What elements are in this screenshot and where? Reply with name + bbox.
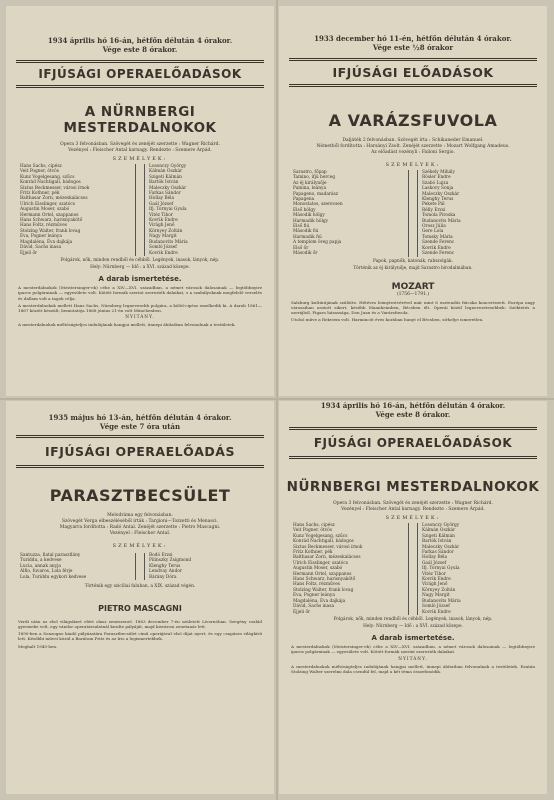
cast-role: Veit Pogner, ötvös: [293, 528, 332, 534]
cast-role: Második hölgy: [293, 213, 325, 219]
end-line: Vége este ½8 órakor: [372, 43, 454, 52]
rule: [289, 84, 537, 87]
cast-singer: Orosz Júlia: [422, 224, 446, 230]
rule: [289, 456, 537, 459]
date-line: 1933 december hó 11-én, hétfőn délután 4 órakor.: [314, 34, 512, 43]
cast-singer: Maleczky Oszkár: [422, 191, 460, 197]
cast-role: Hans Foltz, rézműves: [293, 582, 340, 588]
program-nurnberg-1934-bottom: [279, 401, 547, 794]
cast-role: Hans Sachs, cipész: [20, 164, 62, 169]
date-line: 1934 április hó 16-án, hétfőn délután 4 órakor.: [320, 401, 506, 410]
cast-singer: Laskovy Sonja: [422, 186, 454, 192]
credits: Az előadást vezényli : Failoni Sergio.: [371, 150, 455, 155]
cast-singer: Gaál József: [149, 201, 174, 207]
cast-role: Hermann Ortel, szappanos: [20, 212, 79, 218]
cast-heading: SZEMÉLYEK:: [385, 515, 441, 521]
composer-heading: MOZART: [391, 281, 435, 292]
paragraph: Meghalt 1945-ben.: [18, 643, 58, 649]
opera-title: A NÜRNBERGI MESTERDALNOKOK: [63, 104, 217, 136]
overture-heading: NYITÁNY.: [125, 315, 155, 321]
rule: [16, 435, 264, 438]
cast-footnote: Hely: Nürnberg — Idő : a XVI. század közepe.: [90, 265, 190, 271]
opera-title: A VARÁZSFUVOLA: [328, 111, 498, 130]
cast-role: Harmadik hölgy: [293, 218, 329, 224]
cast-singer: Lendvay Andor: [149, 569, 182, 575]
paragraph: Salzburg kultúrájának szülötte. Hétéves leánytestvérével már mint 6 esztendős fiúcska koncertezett. Európa nagy városaiban aratott sikert, később Mannheimben, Bécsben élt. Operái közül legnevezetesebbek: Szöktetés a szerájból, Figaro házassága, Don Juan és a Varázsfuvola.: [291, 299, 535, 316]
cast-list: [293, 523, 533, 615]
cast-singer: Farkas Sándor: [422, 550, 454, 556]
cast-singer: Virágh Jenő: [422, 582, 448, 588]
cast-singer: Szigeti Kálmán: [149, 174, 182, 180]
paragraph: A mesterdalnokok (Meistersinger-ek) céhe a XIV—XVI. században, a német városok dalosainak — legtöbbnyire iparos polgárainak — egyesülete volt. Kötött formák szerint szerezték dalaikat, s a szabályoknak megfelelő verselés és dallam volt a tagok célja.: [18, 284, 262, 301]
cast-role: Második fiú: [293, 229, 319, 235]
cast-singer: Vitéz Tibor: [422, 571, 446, 577]
composer-heading: PIETRO MASCAGNI: [98, 603, 182, 613]
cast-list: [20, 553, 260, 580]
cast-singer: Nagy Margit: [422, 593, 450, 599]
program-nurnberg-1934-top: [6, 6, 274, 396]
cast-singer: Kovrik Endre: [149, 250, 178, 256]
overture-heading: NYITÁNY.: [398, 656, 428, 662]
rule: [16, 85, 264, 88]
series-title: IFJÚSÁGI OPERAELŐADÁS: [45, 444, 235, 459]
cast-role: Turiddu, a kedvese: [20, 558, 62, 564]
cast-singer: Pilinszky Zsigmond: [149, 558, 192, 564]
cast-role: A templom öreg papja: [293, 240, 342, 246]
cast-singer: Kovrik Endre: [422, 577, 451, 583]
date-line: 1934 április hó 16-án, hétfőn délután 4 órakor.: [47, 36, 233, 45]
cast-role: Santuzza, fiatal parasztlány: [20, 553, 81, 558]
cast-singer: Pekete Pál: [422, 202, 445, 208]
cast-role: Pamina, leánya: [293, 186, 327, 192]
paragraph: A mesterdalnokok méltóságteljes indulójának hangjai mellett, ünnepi áhítatban felvonulnak a testületek. Ezután Stolzing Walter szerelmi dala csendül fel, majd a két téma összefonódik.: [291, 663, 535, 674]
program-varazsfuvola-1933: [279, 6, 547, 396]
cast-singer: Klenghy Terus: [149, 563, 181, 569]
cast-role: Éva, Pogner leánya: [20, 234, 62, 240]
cast-role: Stolzing Walter, frank lovag: [20, 228, 81, 234]
cast-role: Az éj királynője: [293, 180, 327, 186]
cast-singer: Somló József: [149, 245, 177, 251]
cast-singer: Kovrik Endre: [422, 245, 451, 251]
cast-role: Hans Schwarz, harisnyakötő: [20, 218, 83, 224]
opera-title: NÜRNBERGI MESTERDALNOKOK: [286, 479, 540, 495]
cast-singer: Tomola Piroska: [422, 213, 456, 219]
cast-singer: Székely Mihály: [422, 170, 455, 175]
cast-role: Papageno, madarász: [293, 191, 338, 197]
cast-role: Fritz Kothner, pék: [20, 191, 60, 197]
cast-role: Tamino, ifjú herceg: [293, 175, 336, 181]
cast-role: Kunz Vogelgesang, szűcs: [20, 174, 75, 180]
cast-role: Alfio, fuvaros, Lola férje: [20, 569, 73, 575]
cast-singer: Bartók István: [422, 539, 452, 545]
cast-footnote: Papok, papnők, katonák, rabszolgák.: [373, 258, 453, 264]
cast-role: Hermann Ortel, szappanos: [293, 571, 352, 577]
rule: [16, 465, 264, 468]
cast-list: [293, 170, 533, 257]
cast-role: Augustin Moser, szabó: [293, 566, 343, 572]
date-line: 1935 május hó 13-án, hétfőn délután 4 órakor.: [48, 413, 232, 422]
cast-role: Balthasar Zorn, mézeskalácsos: [20, 196, 88, 202]
cast-role: Éjjeli őr: [293, 609, 311, 615]
paragraph: 1890-ben a Sonzogno kiadó pályázatára Parasztbecsület című operájával első díjat nyert, és egy csapásra világhírű lett. Későbbi művei közül a Barátom Fritz és az Iris a legismertebbek.: [18, 631, 262, 642]
cast-singer: Szabó Lujza: [422, 180, 449, 186]
cast-singer: Kovrik Endre: [149, 218, 178, 224]
cast-role: Első hölgy: [293, 207, 316, 213]
cast-singer: Budanovits Mária: [422, 598, 461, 604]
cast-singer: Budanovits Mária: [149, 239, 188, 245]
cast-singer: Szende Ferenc: [422, 251, 455, 257]
credits: Németből fordította : Harsányi Zsolt. Zenéjét szerzette : Mozart Wolfgang Amadeus.: [316, 144, 510, 149]
cast-singer: Maleczky Oszkár: [422, 544, 460, 550]
paragraph: A mesterdalnokok méltóságteljes indulójának hangjai mellett, ünnepi áhítatban felvonulnak a testületek.: [18, 322, 236, 328]
cast-singer: Tomsky Mária: [422, 234, 453, 240]
cast-singer: Maleczky Oszkár: [149, 185, 187, 191]
cast-singer: Bartók István: [149, 180, 179, 186]
credits: Opera 3 felvonásban. Szövegét és zenéjét szerzette : Wagner Richárd.: [60, 142, 220, 147]
rule: [289, 427, 537, 430]
cast-singer: Virágh Jenő: [149, 223, 175, 229]
cast-role: Második őr: [293, 251, 318, 257]
cast-role: Sixtus Beckmesser, városi írnok: [293, 544, 363, 550]
credits: Vezényel : Fleischer Antal.: [109, 531, 171, 536]
cast-role: Fritz Kothner, pék: [293, 550, 333, 556]
cast-singer: Hollay Béla: [149, 196, 175, 202]
cast-singer: Farkas Sándor: [149, 191, 181, 197]
cast-singer: Kálmán Oszkár: [149, 169, 183, 175]
credits: Opera 3 felvonásban. Szövegét és zenéjét szerzette : Wagner Richárd.: [333, 501, 493, 506]
rule: [289, 58, 537, 61]
cast-singer: Gere Lola: [422, 229, 444, 235]
credits: Vezényel : Fleischer Antal karnagy. Rendezte : Szemere Árpád.: [341, 507, 485, 512]
end-line: Vége este 8 órakor.: [102, 45, 178, 54]
cast-singer: Losonczy György: [149, 164, 187, 169]
cast-singer: Környey Zoltán: [149, 228, 183, 234]
cast-role: Ulrich Eisslinger, szatócs: [293, 560, 348, 566]
credits: Szövegét Verga elbeszéléséből írták : Targioni—Tozzetti és Menasci.: [61, 519, 219, 524]
cast-footnote: Történik az éj királynője, majd Sarastro birodalmában.: [353, 266, 473, 271]
series-title: IFJÚSÁGI ELŐADÁSOK: [332, 65, 494, 80]
cast-role: Első fiú: [293, 224, 310, 230]
cast-role: Első őr: [293, 245, 309, 251]
section-heading: A darab ismertetése.: [98, 274, 182, 283]
paragraph: A mesterdalnokok (Meistersinger-ek) céhe a XIV—XVI. században, a német városok dalosainak — legtöbbnyire iparos polgárainak — egyesülete volt. Kötött formák szerint szerezték dalaikat.: [291, 643, 535, 655]
cast-role: Dávid, Sachs inasa: [20, 245, 62, 251]
cast-footnote: Hely: Nürnberg — Idő : a XVI. század közepe.: [363, 624, 463, 630]
cast-singer: Szigeti Kálmán: [422, 533, 455, 539]
cast-singer: Rösler Endre: [422, 175, 451, 181]
cast-singer: Rélly Erzsi: [422, 207, 446, 213]
cast-singer: Somló József: [422, 604, 450, 610]
cast-role: Hans Foltz, rézműves: [20, 223, 67, 229]
credits: Daljáték 2 felvonásban. Szövegét írta : Schikaneder Emanuel.: [342, 138, 484, 143]
cast-role: Lola, Turiddu egykori kedvese: [20, 574, 87, 580]
composer-years: (1756—1791.): [396, 291, 430, 297]
cast-singer: Környey Zoltán: [422, 587, 456, 593]
cast-role: Hans Schwarz, harisnyakötő: [293, 577, 356, 583]
cast-role: Lucia, annak anyja: [20, 563, 61, 569]
end-line: Vége este 7 óra után: [99, 422, 181, 431]
cast-heading: SZEMÉLYEK:: [385, 162, 441, 168]
cast-singer: Gaál József: [422, 560, 447, 566]
cast-heading: SZEMÉLYEK:: [112, 543, 168, 549]
credits: Melodráma egy felvonásban.: [107, 513, 173, 518]
program-parasztbecsulet-1935: [6, 401, 274, 794]
cast-role: Ulrich Eisslinger, szatócs: [20, 201, 75, 207]
cast-role: Konrád Nachtigall, bádogos: [20, 180, 81, 186]
cast-role: Balthasar Zorn, mézeskalácsos: [293, 555, 361, 561]
vertical-fold: [276, 0, 278, 800]
paragraph: Verdi után az első világsikert elért olasz zeneszerző. 1863 december 7-én született Livornóban. Szegény család gyermeke volt, egy vándor operatársulatnál kezdte pályáját, majd kisvárosi zenetanár lett.: [18, 618, 262, 629]
cast-singer: Klenghy Terus: [422, 197, 454, 203]
cast-heading: SZEMÉLYEK:: [112, 156, 168, 162]
cast-role: Veit Pogner, ötvös: [20, 169, 59, 175]
series-title: IFJÚSÁGI OPERAELŐADÁSOK: [38, 67, 242, 81]
cast-singer: Bárány Dóra: [149, 574, 177, 580]
cast-role: Harmadik fiú: [293, 234, 322, 240]
credits: Vezényel : Fleischer Antal karnagy. Rendezte : Szemere Árpád.: [68, 148, 212, 153]
cast-role: Magdaléna, Éva dajkája: [20, 239, 73, 245]
rule: [16, 60, 264, 63]
end-line: Vége este 8 órakor.: [375, 410, 451, 419]
series-title: FJÚSÁGI OPERAELŐADÁSOK: [313, 436, 513, 450]
cast-role: Magdaléna, Éva dajkája: [293, 598, 346, 604]
cast-singer: Nagy Margit: [149, 234, 177, 240]
cast-role: Stolzing Walter, frank lovag: [293, 587, 354, 593]
cast-singer: Bodó Erzsi: [149, 553, 173, 558]
cast-singer: Vitéz Tibor: [149, 212, 173, 218]
cast-role: Dávid, Sachs inasa: [293, 604, 335, 610]
cast-singer: Hollay Béla: [422, 555, 448, 561]
cast-footnote: Polgárok, nők, minden rendből és céhből. Legények, inasok, lányok, nép.: [60, 257, 220, 263]
cast-role: Konrád Nachtigall, bádogos: [293, 539, 354, 545]
cast-singer: Szende Ferenc: [422, 240, 455, 246]
cast-role: Éjjeli őr: [20, 250, 38, 256]
cast-list: [20, 164, 260, 256]
cast-footnote: Polgárok, nők, minden rendből és céhből. Legények, inasok, lányok, nép.: [333, 616, 493, 622]
cast-singer: Ifj. Tornyai Gyula: [422, 566, 460, 572]
cast-singer: Kovrik Endre: [422, 609, 451, 615]
cast-singer: Losonczy György: [422, 523, 460, 528]
cast-singer: Budanovits Mária: [422, 218, 461, 224]
opera-title: PARASZTBECSÜLET: [49, 486, 231, 505]
cast-role: Kunz Vogelgesang, szűcs: [293, 533, 348, 539]
horizontal-fold: [0, 398, 554, 400]
cast-role: Papagena: [293, 197, 315, 203]
cast-role: Sarastro, főpap: [293, 170, 327, 175]
cast-role: Éva, Pogner leánya: [293, 593, 335, 599]
cast-footnote: Történik egy szicíliai faluban, a XIX. század végén.: [84, 584, 196, 590]
cast-singer: Ifj. Tornyai Gyula: [149, 207, 187, 213]
paragraph: Utolsó műve a Rekviem volt. Harmincöt éves korában hunyt el Bécsben, sírhelye ismeretlen.: [291, 317, 484, 323]
cast-role: Augustin Moser, szabó: [20, 207, 70, 213]
section-heading: A darab ismertetése.: [371, 633, 455, 642]
paragraph: A mesterdalnokok mellett Hans Sachs, Nürnberg legnevesebb polgára, a költő-cipész emelkedik ki. A darab 1861—1867 között készült, bemutatója 1868 június 21-én volt Münchenben.: [18, 302, 262, 314]
cast-role: Hans Sachs, cipész: [293, 523, 335, 528]
cast-role: Sixtus Beckmesser, városi írnok: [20, 185, 90, 191]
cast-role: Monostatos, szerecsen: [293, 202, 343, 208]
cast-singer: Kálmán Oszkár: [422, 528, 456, 534]
credits: Magyarra fordította : Radó Antal. Zenéjét szerzette : Pietro Mascagni.: [59, 525, 221, 530]
